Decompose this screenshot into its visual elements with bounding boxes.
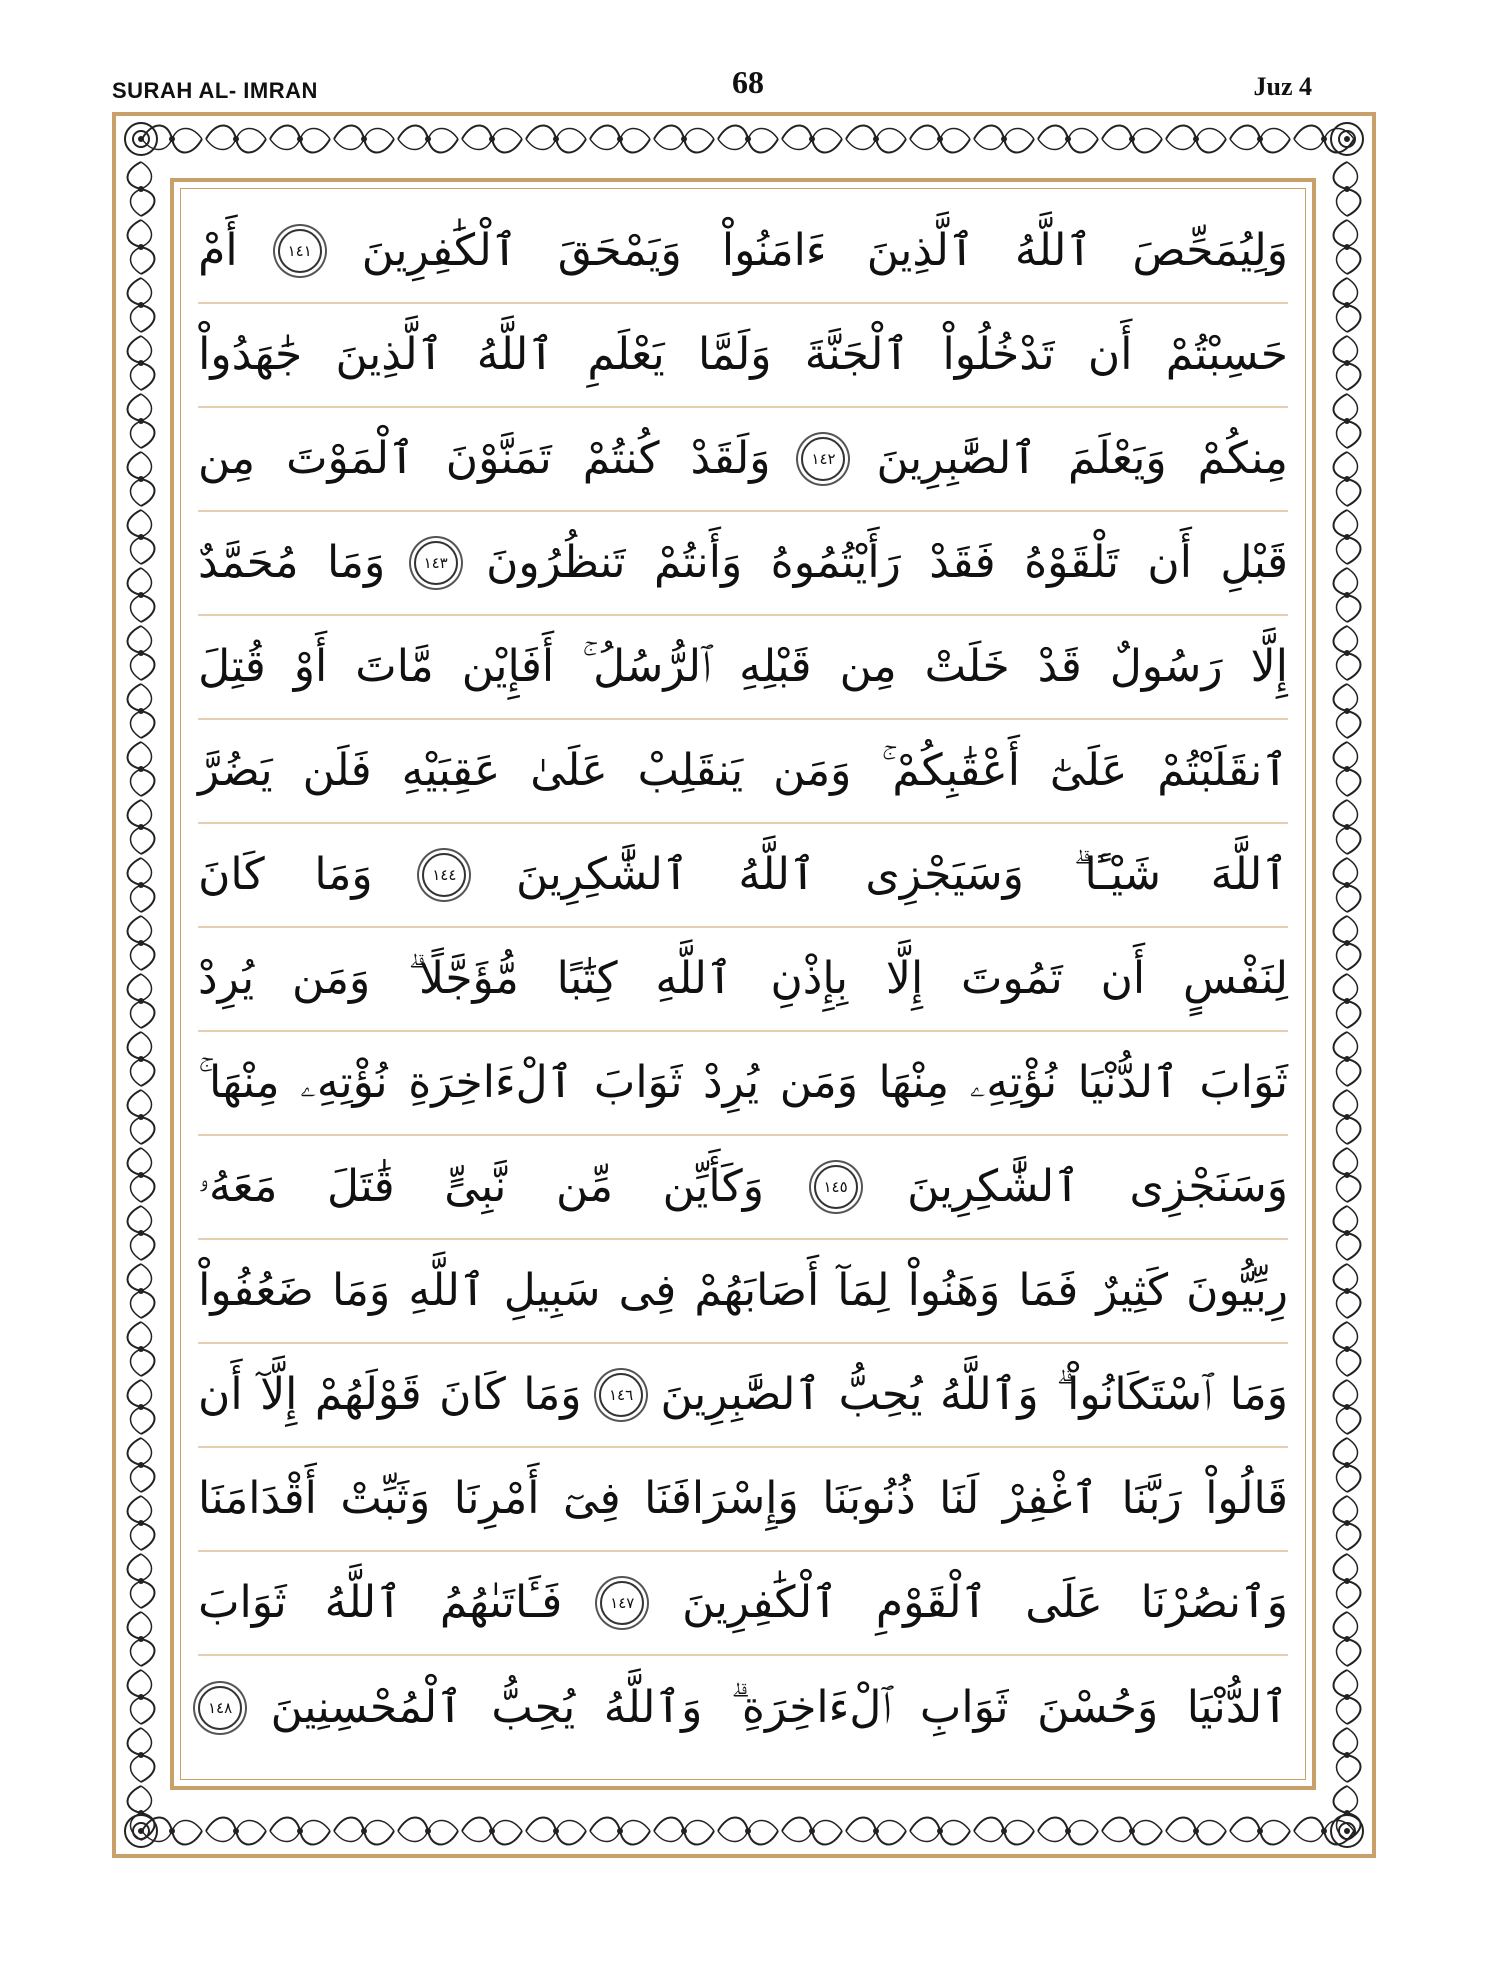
verse-word: ٱلشَّٰكِرِينَ [515,849,689,901]
verse-word: يُرِدْ [198,953,255,1005]
surah-name: SURAH AL- IMRAN [112,78,318,103]
verse-word: مِّن [556,1161,614,1213]
verse-word: مِنْهَا [878,1057,950,1109]
verse-word: وَحُسْنَ [1037,1682,1159,1734]
verse-word: وَإِسْرَافَنَا [644,1473,799,1525]
verse-word: أَن [1087,329,1133,381]
verse-word: ٱلدُّنْيَا [1077,1057,1179,1109]
verse-word: وَمَن [291,953,371,1005]
verse-word: وَمَا [326,537,386,589]
verse-word: مُحَمَّدٌ [198,537,299,589]
verse-word: وَٱنصُرْنَا [1140,1577,1288,1629]
verse-word: مِن [839,641,897,693]
verse-line [198,1552,1288,1656]
verse-word: وَلَمَّا [698,329,772,381]
verse-word: وَكَأَيِّن [662,1161,764,1213]
verse-word: ٱللَّهُ [1014,225,1093,277]
verse-word: ٱغْفِرْ [1002,1473,1099,1525]
verse-word: وَيَعْلَمَ [1068,433,1167,485]
verse-word: يَنقَلِبْ [637,745,744,797]
verse-word: ٱلَّذِينَ [335,329,444,381]
verse-word: مَعَهُۥ [198,1161,278,1213]
verse-word: ثَوَابِ [919,1682,1009,1734]
verse-word: وَمَن [779,1057,858,1109]
verse-word: عَلَىٰٓ [1049,745,1128,797]
verse-word: ٱلْءَاخِرَةِ ۗ [730,1682,892,1734]
verse-word: مِنْهَا ۚ [198,1057,280,1109]
verse-line [198,1032,1288,1136]
ayah-number-marker: ١٤٥ [814,1165,858,1209]
verse-word: كِتَٰبًا [556,953,618,1005]
verse-word: لِمَآ [837,1265,890,1317]
verse-word: ٱلْكَٰفِرِينَ [361,225,518,277]
verse-word: وَلَقَدْ [690,433,771,485]
verse-line [198,1448,1288,1552]
verse-word: بِإِذْنِ [770,953,849,1005]
verse-word: فَمَا [1018,1265,1079,1317]
ayah-number-marker: ١٤٣ [414,541,458,585]
verse-word: أَصَابَهُمْ [694,1265,820,1317]
verse-line [198,1344,1288,1448]
verse-word: ٱسْتَكَانُواْ ۗ [1056,1369,1213,1421]
verse-word: تَنظُرُونَ [486,537,626,589]
verse-line [198,1136,1288,1240]
verse-word: فَلَن [302,745,372,797]
verse-word: قَوْلَهُمْ [314,1369,422,1421]
verse-word: ٱلْكَٰفِرِينَ [682,1577,838,1629]
verse-word: ٱلشَّٰكِرِينَ [907,1161,1080,1213]
verse-word: مِن [198,433,256,485]
verse-word: ٱلْقَوْمِ [875,1577,988,1629]
verse-line [198,304,1288,408]
verse-word: ٱللَّهُ [324,1577,402,1629]
ayah-number-marker: ١٤٢ [801,437,845,481]
verse-word: ثَوَابَ [1199,1057,1288,1109]
verse-word: نُؤْتِهِۦ [300,1057,388,1109]
verse-word: رَبَّنَا [1121,1473,1182,1525]
verse-word: وَسَيَجْزِى [865,849,1024,901]
verse-word: أَوْ [293,641,328,693]
verse-word: كَثِيرٌ [1096,1265,1169,1317]
verse-word: فِىٓ [562,1473,621,1525]
verse-word: عَلَى [1025,1577,1103,1629]
verse-word: ٱللَّهِ [655,953,733,1005]
verse-word: وَمَا [523,1369,582,1421]
verse-word: ٱنقَلَبْتُمْ [1157,745,1288,797]
verse-word: لِنَفْسٍ [1182,953,1288,1005]
verse-word: ضَعُفُواْ [198,1265,314,1317]
verse-word: ٱلَّذِينَ [866,225,975,277]
verse-word: تَدْخُلُواْ [942,329,1055,381]
verse-word: أَن [1100,953,1146,1005]
verse-word: ٱللَّهُ [476,329,555,381]
verse-word: تَلْقَوْهُ [1024,537,1119,589]
juz-label: Juz 4 [1253,72,1312,101]
verse-line [198,1240,1288,1344]
verse-word: وَلِيُمَحِّصَ [1132,225,1288,277]
verse-word: أَقْدَامَنَا [198,1473,317,1525]
verse-word: أَعْقَٰبِكُمْ ۚ [881,745,1020,797]
verse-word: تَمَنَّوْنَ [445,433,552,485]
verse-word: مُّؤَجَّلًا ۗ [408,953,519,1005]
verse-word: مِنكُمْ [1197,433,1288,485]
verse-word: يَضُرَّ [198,745,273,797]
verse-word: أَن [198,1369,243,1421]
verse-line [198,512,1288,616]
verse-word: تَمُوتَ [960,953,1063,1005]
verse-word: كَانَ [198,849,265,901]
verse-word: شَيْـًٔا ۗ [1073,849,1161,901]
verse-line [198,1656,1288,1760]
verse-word: ٱلْءَاخِرَةِ [408,1057,574,1109]
verse-word: ءَامَنُواْ [721,225,827,277]
verse-word: ٱلرُّسُلُ ۚ [582,641,712,693]
verse-word: فَـَٔاتَىٰهُمُ [439,1577,563,1629]
verse-word: ٱللَّهِ [408,1265,486,1317]
verse-word: رَأَيْتُمُوهُ [770,537,901,589]
verse-word: وَهَنُواْ [907,1265,1001,1317]
verse-word: كُنتُمْ [582,433,660,485]
verse-word: حَسِبْتُمْ [1165,329,1288,381]
verse-word: وَمَا [1229,1369,1288,1421]
ayah-number-marker: ١٤٦ [599,1373,643,1417]
verse-line [198,928,1288,1032]
verse-word: فَقَدْ [929,537,996,589]
verse-word: إِلَّا [1250,641,1288,693]
verse-word: نَّبِىٍّ [444,1161,507,1213]
verse-word: خَلَتْ [924,641,1010,693]
verse-word: أَمْ [198,225,238,277]
verse-word: أَن [1147,537,1192,589]
ayah-number-marker: ١٤٤ [422,853,466,897]
verse-word: وَمَا [332,1265,391,1317]
verse-word: أَفَإِيْن [461,641,555,693]
verse-word: قَالُواْ [1205,1473,1288,1525]
verse-word: رَسُولٌ [1109,641,1223,693]
verse-word: قَبْلِ [1220,537,1288,589]
verse-word: ثَوَابَ [593,1057,683,1109]
verse-line [198,408,1288,512]
verse-word: ٱلْجَنَّةَ [804,329,910,381]
verse-word: وَٱللَّهُ [603,1682,703,1734]
verse-word: يَعْلَمِ [587,329,665,381]
verse-word: ٱلصَّٰبِرِينَ [660,1369,822,1421]
verse-word: ٱللَّهَ [1210,849,1288,901]
verse-word: ثَوَابَ [198,1577,287,1629]
verse-line [198,616,1288,720]
verse-word: لَنَا [939,1473,980,1525]
verse-word: قَٰتَلَ [327,1161,395,1213]
verse-line [198,720,1288,824]
verse-word: وَمَا [314,849,373,901]
ayah-number-marker: ١٤٨ [198,1686,242,1730]
verse-word: يُحِبُّ [491,1682,576,1734]
verse-word: رِبِّيُّونَ [1186,1265,1288,1317]
verse-word: إِلَّا [885,953,924,1005]
verse-word: فِى [618,1265,677,1317]
verse-word: عَقِبَيْهِ [401,745,501,797]
page-number: 68 [732,64,764,100]
verse-word: يُحِبُّ [838,1369,923,1421]
verse-line [198,200,1288,304]
verse-word: وَمَن [773,745,852,797]
verse-word: ٱلْمَوْتَ [286,433,415,485]
verse-word: ذُنُوبَنَا [822,1473,916,1525]
verse-word: وَيَمْحَقَ [557,225,682,277]
verse-word: قَبْلِهِ [739,641,812,693]
ayah-number-marker: ١٤١ [278,229,322,273]
verse-word: قُتِلَ [198,641,266,693]
verse-word: ٱلْمُحْسِنِينَ [270,1682,463,1734]
verse-word: إِلَّآ [260,1369,298,1421]
verse-word: أَمْرِنَا [453,1473,540,1525]
verse-word: كَانَ [439,1369,506,1421]
verse-word: جَٰهَدُواْ [198,329,303,381]
verse-word: ٱلدُّنْيَا [1186,1682,1288,1734]
verse-word: ٱلصَّٰبِرِينَ [876,433,1038,485]
verse-word: وَثَبِّتْ [340,1473,431,1525]
verse-word: يُرِدْ [703,1057,760,1109]
ayah-number-marker: ١٤٧ [600,1581,644,1625]
verse-word: وَٱللَّهُ [940,1369,1039,1421]
verse-word: وَسَنَجْزِى [1129,1161,1288,1213]
verse-word: ٱللَّهُ [738,849,816,901]
verse-word: عَلَىٰ [530,745,608,797]
verse-word: مَّاتَ [355,641,434,693]
verse-word: قَدْ [1037,641,1082,693]
verse-line [198,824,1288,928]
verse-word: نُؤْتِهِۦ [969,1057,1058,1109]
verse-word: سَبِيلِ [503,1265,601,1317]
verse-word: وَأَنتُمْ [653,537,743,589]
